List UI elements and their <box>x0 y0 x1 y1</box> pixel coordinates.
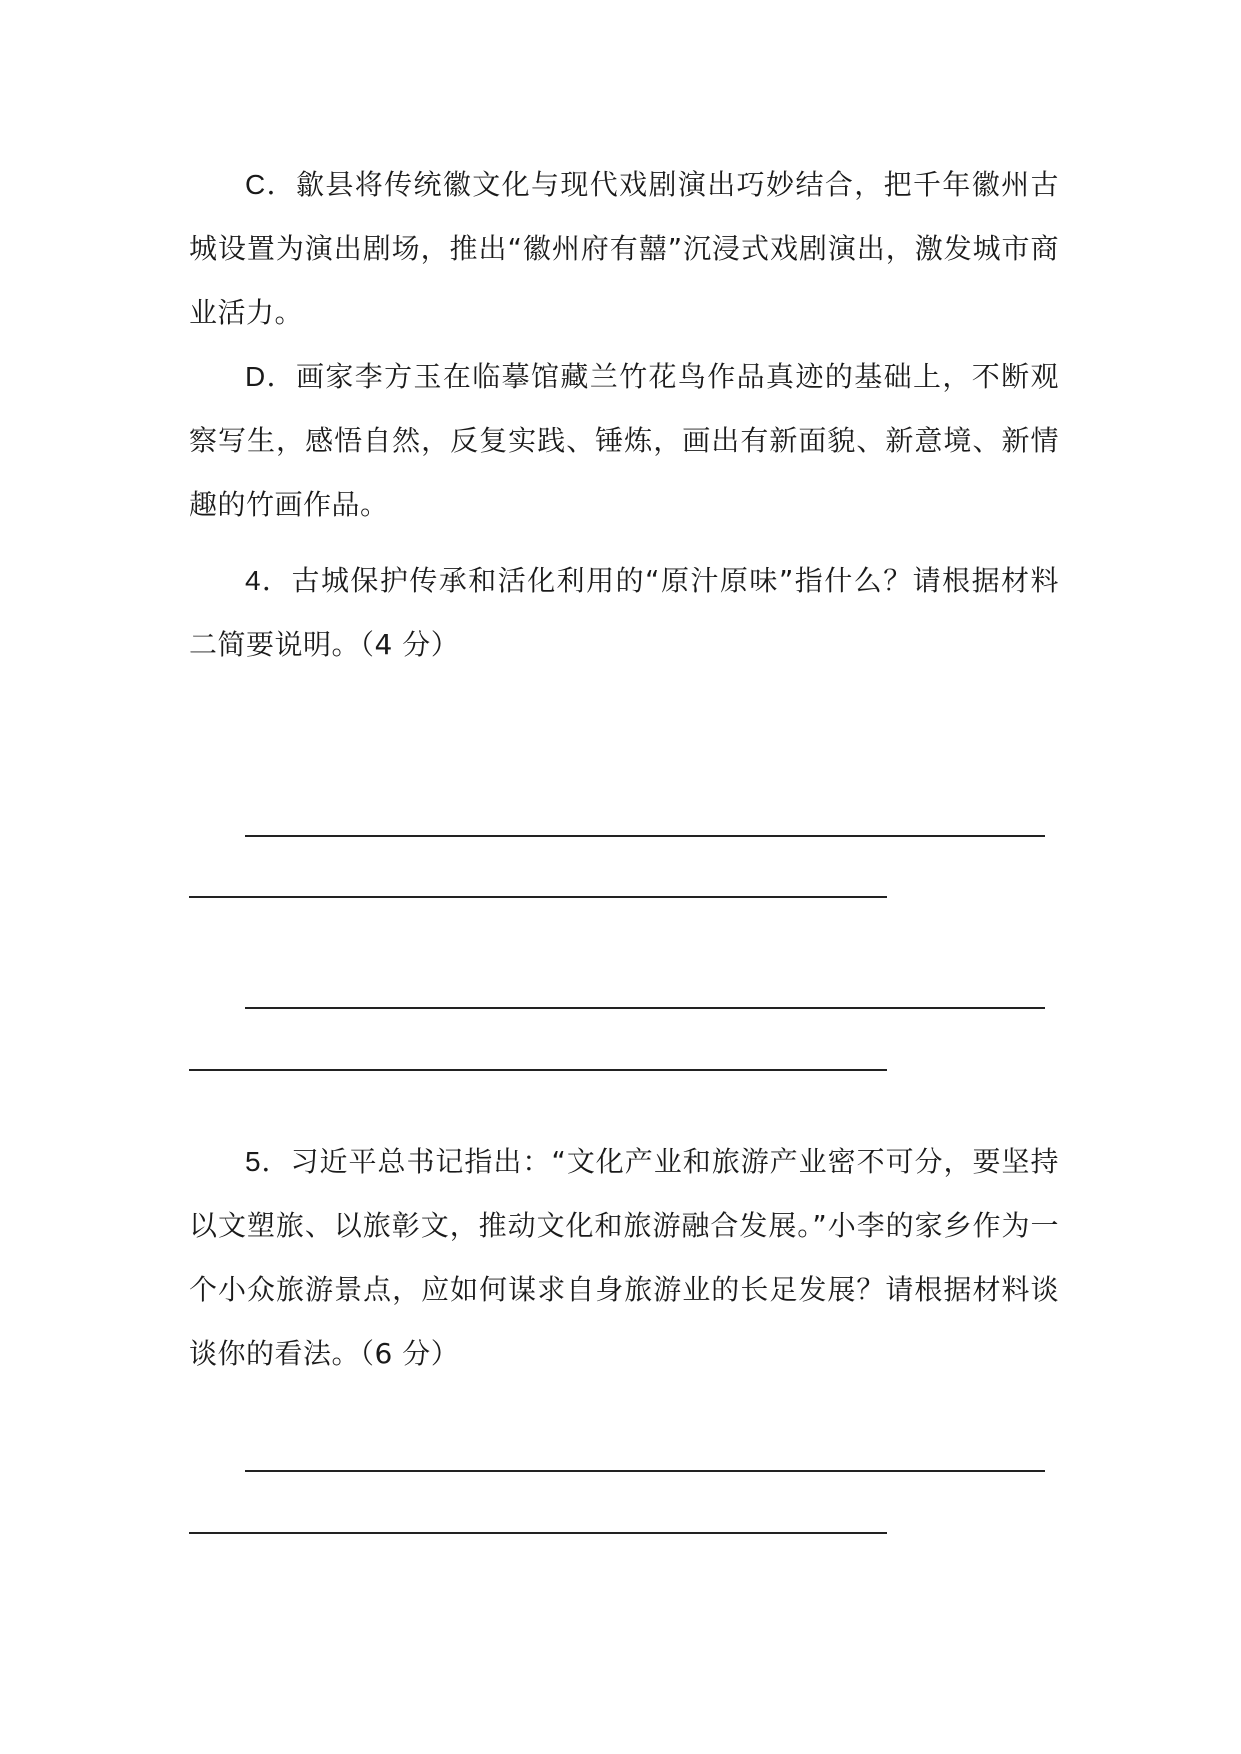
question-5-label: 5． <box>245 1146 291 1177</box>
question-4-text: 古城保护传承和活化利用的“原汁原味”指什么？请根据材料二简要说明。（4 分） <box>189 564 1059 661</box>
option-d-paragraph <box>189 345 1059 537</box>
question-4-label: 4． <box>245 565 292 596</box>
answer-line-q4-1b[interactable] <box>189 896 887 898</box>
option-c-paragraph <box>189 153 1059 345</box>
answer-line-q5-1a[interactable] <box>245 1470 1045 1472</box>
option-d-text: 画家李方玉在临摹馆藏兰竹花鸟作品真迹的基础上，不断观察写生，感悟自然，反复实践、锤炼，画出有新面貌、新意境、新情趣的竹画作品。 <box>189 360 1059 521</box>
option-c-label: C． <box>245 169 296 200</box>
question-5-text: 习近平总书记指出：“文化产业和旅游产业密不可分，要坚持以文塑旅、以旅彰文，推动文化和旅游融合发展。”小李的家乡作为一个小众旅游景点，应如何谋求自身旅游业的长足发展？请根据材料谈谈你的看法。（6 分） <box>189 1145 1059 1370</box>
option-d-label: D． <box>245 361 296 392</box>
answer-line-q4-2a[interactable] <box>245 1007 1045 1009</box>
question-5-paragraph <box>189 1130 1059 1386</box>
answer-line-q4-2b[interactable] <box>189 1069 887 1071</box>
answer-line-q4-1a[interactable] <box>245 835 1045 837</box>
answer-line-q5-1b[interactable] <box>189 1532 887 1534</box>
option-c-text: 歙县将传统徽文化与现代戏剧演出巧妙结合，把千年徽州古城设置为演出剧场，推出“徽州府有囍”沉浸式戏剧演出，激发城市商业活力。 <box>189 168 1059 329</box>
question-4-paragraph <box>189 549 1059 677</box>
